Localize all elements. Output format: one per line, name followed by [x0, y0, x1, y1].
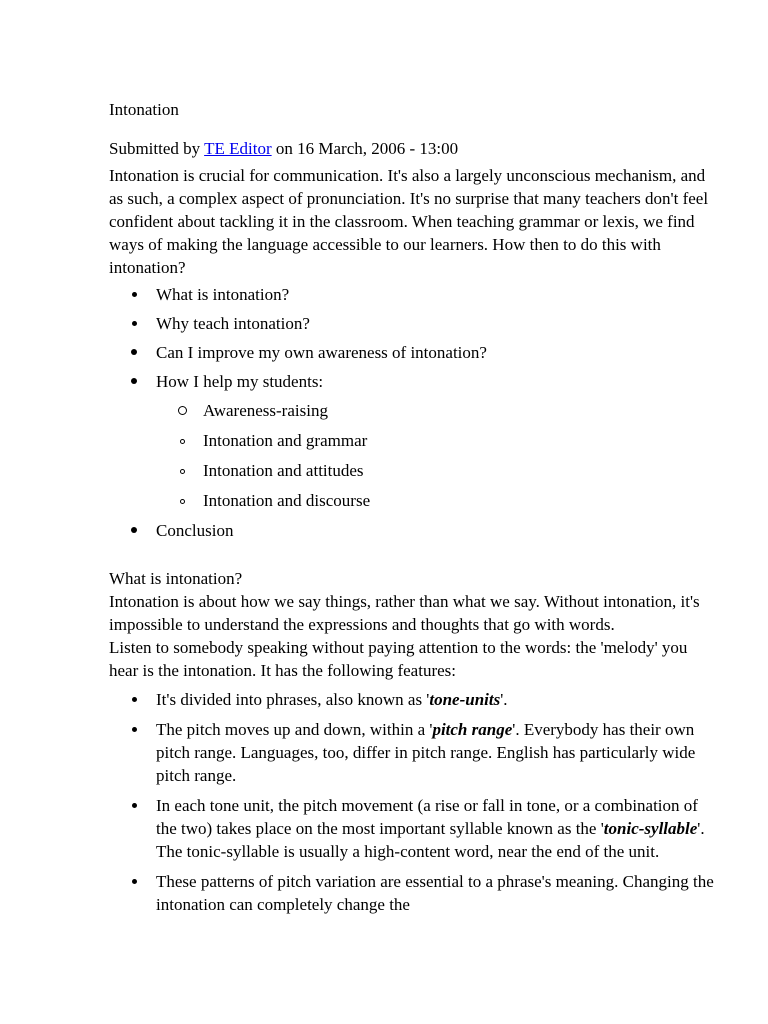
- toc-subitem-label: Awareness-raising: [203, 401, 328, 420]
- feature-item-pitch-variation: [156, 870, 719, 916]
- toc-subitem-awareness-raising[interactable]: [203, 399, 729, 422]
- toc-item-label: Why teach intonation?: [156, 314, 310, 333]
- section-heading: What is intonation?: [109, 569, 243, 588]
- feature-text: '. The tonic-syllable is usually a high-content word, near the end of the unit.: [156, 819, 705, 861]
- toc-sublist: [156, 399, 729, 512]
- feature-list: [109, 688, 719, 916]
- toc-item-what-is-intonation[interactable]: [156, 283, 729, 306]
- feature-text: It's divided into phrases, also known as ': [156, 690, 430, 709]
- toc-subitem-label: Intonation and attitudes: [203, 461, 364, 480]
- byline: [109, 137, 729, 160]
- feature-item-tonic-syllable: [156, 794, 719, 863]
- table-of-contents: [109, 283, 729, 542]
- feature-text: '.: [500, 690, 508, 709]
- feature-text: In each tone unit, the pitch movement (a rise or fall in tone, or a combination of the two) takes place on the most important syllable known as the ': [156, 796, 698, 838]
- toc-item-conclusion[interactable]: [156, 519, 729, 542]
- byline-prefix: Submitted by: [109, 139, 201, 158]
- byline-date: on 16 March, 2006 - 13:00: [275, 139, 459, 158]
- toc-item-awareness[interactable]: [156, 341, 729, 364]
- toc-subitem-grammar[interactable]: [203, 429, 729, 452]
- intro-paragraph: Intonation is crucial for communication. It's also a largely unconscious mechanism, and as such, a complex aspect of pronunciation. It's no surprise that many teachers don't feel confident about tackling it in the classroom. When teaching grammar or lexis, we find ways of making the language accessible to our learners. How then to do this with intonation?: [109, 166, 709, 277]
- feature-text: These patterns of pitch variation are essential to a phrase's meaning. Changing the intonation can completely change the: [156, 872, 714, 914]
- section-paragraph-2: Listen to somebody speaking without paying attention to the words: the 'melody' you hear is the intonation. It has the following features:: [109, 638, 688, 680]
- feature-term: tone-units: [429, 690, 501, 709]
- feature-term: tonic-syllable: [603, 819, 698, 838]
- feature-text: The pitch moves up and down, within a ': [156, 720, 433, 739]
- toc-subitem-label: Intonation and grammar: [203, 431, 368, 450]
- feature-term: pitch range: [432, 720, 513, 739]
- feature-item-pitch-range: [156, 718, 719, 787]
- toc-subitem-discourse[interactable]: [203, 489, 729, 512]
- toc-subitem-attitudes[interactable]: [203, 459, 729, 482]
- feature-item-tone-units: [156, 688, 719, 711]
- page-title: Intonation: [109, 100, 179, 119]
- toc-item-label: What is intonation?: [156, 285, 290, 304]
- toc-item-label: Can I improve my own awareness of intonation?: [156, 343, 487, 362]
- toc-subitem-label: Intonation and discourse: [203, 491, 371, 510]
- author-link[interactable]: TE Editor: [204, 139, 272, 158]
- toc-item-help-students[interactable]: [156, 370, 729, 512]
- toc-item-why-teach[interactable]: [156, 312, 729, 335]
- feature-text: '. Everybody has their own pitch range. Languages, too, differ in pitch range. English has particularly wide pitch range.: [156, 720, 696, 785]
- toc-item-label: How I help my students:: [156, 372, 324, 391]
- section-paragraph-1: Intonation is about how we say things, rather than what we say. Without intonation, it's impossible to understand the expressions and thoughts that go with words.: [109, 592, 700, 634]
- document-page: [109, 98, 729, 923]
- toc-item-label: Conclusion: [156, 521, 234, 540]
